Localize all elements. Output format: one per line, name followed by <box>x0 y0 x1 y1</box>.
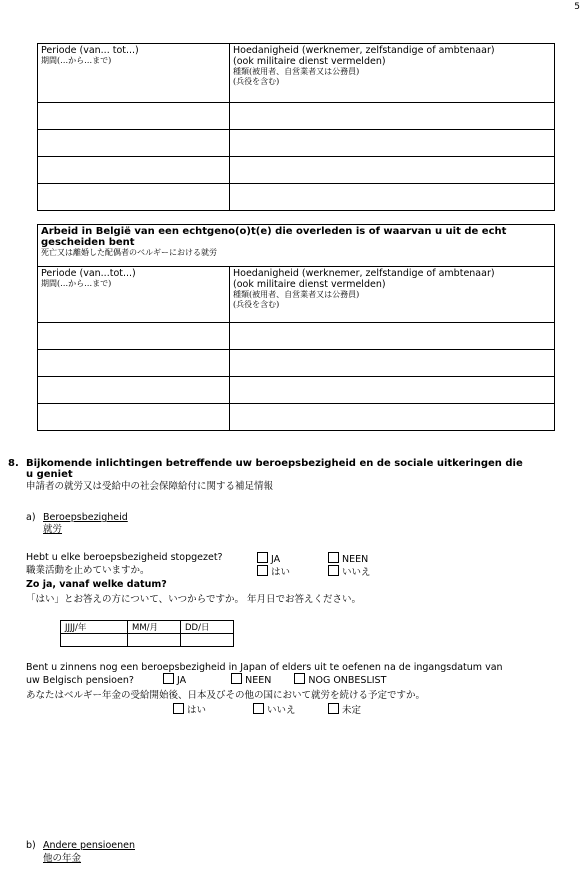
month-header: MM/月 <box>128 621 181 634</box>
subsection-a-title: Beroepsbezigheid <box>43 512 128 523</box>
table-row <box>38 323 555 350</box>
neen-option[interactable]: NEEN <box>328 552 368 565</box>
spouse-work-table <box>37 224 555 431</box>
capacity-cell[interactable] <box>230 350 555 377</box>
question-since-date-jp: 「はい」とお答えの方について、いつからですか。 年月日でお答えください。 <box>26 594 362 605</box>
period-cell[interactable] <box>38 377 230 404</box>
ja-checkbox[interactable] <box>257 552 268 563</box>
iie-option[interactable]: いいえ <box>328 565 371 578</box>
hai-checkbox-2[interactable] <box>173 703 184 714</box>
table-row <box>38 103 555 130</box>
month-input[interactable] <box>128 634 181 647</box>
period-cell[interactable] <box>38 323 230 350</box>
ja-checkbox-2[interactable] <box>163 673 174 684</box>
work-history-table <box>37 43 555 211</box>
period-cell[interactable] <box>38 103 230 130</box>
section-8-title-jp: 申請者の就労又は受給中の社会保障給付に関する補足情報 <box>26 481 274 492</box>
capacity-cell[interactable] <box>230 103 555 130</box>
question-continue-work: Bent u zinnens nog een beroepsbezigheid in Japan of elders uit te oefenen na de ingangsdatum van uw Belgisch pensioen? JA NEEN NOG ONBESLIST <box>26 662 503 686</box>
question-stopped-work-jp: 職業活動を止めていますか。 <box>26 565 150 576</box>
iie-checkbox[interactable] <box>328 565 339 576</box>
period-cell[interactable] <box>38 350 230 377</box>
table-header-row <box>38 44 555 103</box>
table-row <box>38 130 555 157</box>
year-input[interactable] <box>61 634 128 647</box>
period-cell[interactable] <box>38 157 230 184</box>
neen-checkbox-2[interactable] <box>231 673 242 684</box>
table-row <box>38 184 555 211</box>
question-continue-work-jp: あなたはベルギー年金の受給開始後、日本及びその他の国において就労を続ける予定ですか。 <box>26 690 426 701</box>
section-8-title: Bijkomende inlichtingen betreffende uw beroepsbezigheid en de sociale uitkeringen die u geniet <box>26 458 523 480</box>
period-cell[interactable] <box>38 184 230 211</box>
nog-onbeslist-checkbox[interactable] <box>294 673 305 684</box>
spouse-work-title: Arbeid in België van een echtgeno(o)t(e) die overleden is of waarvan u uit de echt gescheiden bent 死亡又は離婚した配偶者のベルギーにおける就労 <box>38 225 555 267</box>
iie-option-2[interactable]: いいえ <box>253 703 296 716</box>
table-title-row <box>38 225 555 267</box>
subsection-a-title-jp: 就労 <box>43 524 63 535</box>
question-stopped-work: Hebt u elke beroepsbezigheid stopgezet? <box>26 552 223 563</box>
period-header: Periode (van... tot...) 期間(…から…まで) <box>38 44 230 103</box>
ja-option[interactable]: JA <box>257 552 280 565</box>
capacity-cell[interactable] <box>230 157 555 184</box>
table-row <box>38 404 555 431</box>
period-cell[interactable] <box>38 404 230 431</box>
capacity-header: Hoedanigheid (werknemer, zelfstandige of ambtenaar) (ook militaire dienst vermelden) 種類(被用者、自営業者又は公務員) (兵役を含む) <box>230 267 555 323</box>
day-header: DD/日 <box>181 621 234 634</box>
date-input-table <box>60 620 234 647</box>
subsection-b-label: b) <box>26 840 36 851</box>
mitei-option[interactable]: 未定 <box>328 703 361 716</box>
table-row <box>38 350 555 377</box>
period-header: Periode (van...tot...) 期間(…から…まで) <box>38 267 230 323</box>
year-header: JJJJ/年 <box>61 621 128 634</box>
table-header-row <box>38 267 555 323</box>
period-cell[interactable] <box>38 130 230 157</box>
mitei-checkbox[interactable] <box>328 703 339 714</box>
question-since-date: Zo ja, vanaf welke datum? <box>26 579 167 590</box>
capacity-cell[interactable] <box>230 184 555 211</box>
subsection-b-title-jp: 他の年金 <box>43 853 82 864</box>
page-number: 5 <box>574 2 580 12</box>
capacity-cell[interactable] <box>230 377 555 404</box>
hai-option-2[interactable]: はい <box>173 703 206 716</box>
hai-checkbox[interactable] <box>257 565 268 576</box>
table-row <box>38 157 555 184</box>
hai-option[interactable]: はい <box>257 565 290 578</box>
subsection-a-label: a) <box>26 512 36 523</box>
neen-checkbox[interactable] <box>328 552 339 563</box>
capacity-cell[interactable] <box>230 323 555 350</box>
section-8-number: 8. <box>8 458 19 469</box>
capacity-cell[interactable] <box>230 130 555 157</box>
subsection-b-title: Andere pensioenen <box>43 840 135 851</box>
capacity-cell[interactable] <box>230 404 555 431</box>
capacity-header: Hoedanigheid (werknemer, zelfstandige of ambtenaar) (ook militaire dienst vermelden) 種類(被用者、自営業者又は公務員) (兵役を含む) <box>230 44 555 103</box>
day-input[interactable] <box>181 634 234 647</box>
table-row <box>38 377 555 404</box>
iie-checkbox-2[interactable] <box>253 703 264 714</box>
